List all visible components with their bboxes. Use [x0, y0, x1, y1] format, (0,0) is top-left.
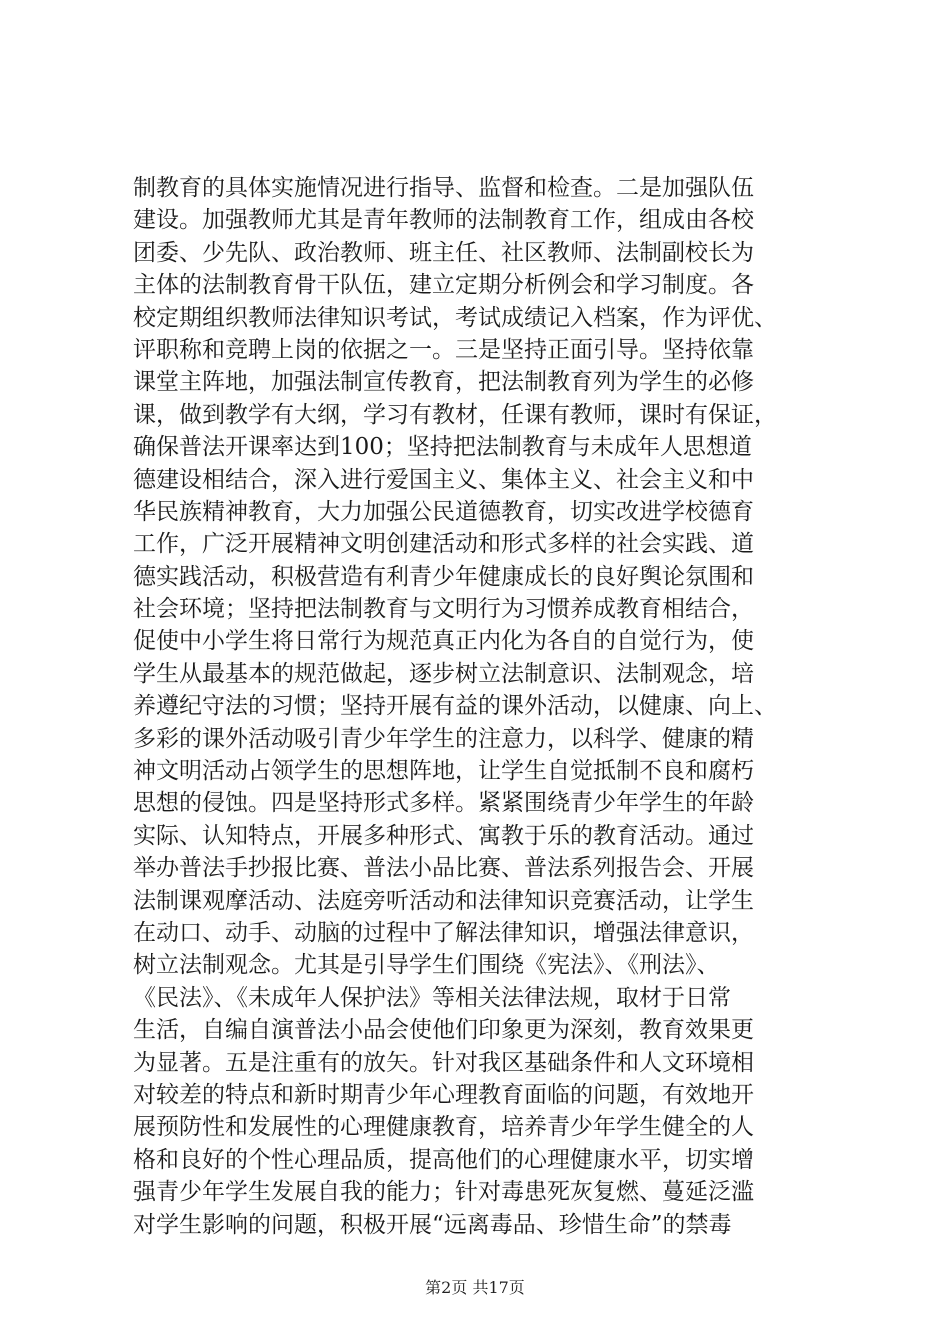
- text-line: 格和良好的个性心理品质，提高他们的心理健康水平，切实增: [133, 1146, 754, 1173]
- text-line: 养遵纪守法的习惯；坚持开展有益的课外活动，以健康、向上、: [133, 693, 777, 720]
- text-line: 工作，广泛开展精神文明创建活动和形式多样的社会实践、道: [133, 531, 754, 558]
- text-line: 实际、认知特点，开展多种形式、寓教于乐的教育活动。通过: [133, 822, 754, 849]
- text-line: 举办普法手抄报比赛、普法小品比赛、普法系列报告会、开展: [133, 855, 754, 882]
- text-line: 课堂主阵地，加强法制宣传教育，把法制教育列为学生的必修: [133, 369, 754, 396]
- text-line: 树立法制观念。尤其是引导学生们围绕《宪法》、《刑法》、: [133, 952, 720, 979]
- text-line: 社会环境；坚持把法制教育与文明行为习惯养成教育相结合，: [133, 596, 754, 623]
- text-line: 《民法》、《未成年人保护法》等相关法律法规，取材于日常: [133, 984, 731, 1011]
- text-line: 评职称和竞聘上岗的依据之一。三是坚持正面引导。坚持依靠: [133, 336, 754, 363]
- page-number: 第2页 共17页: [425, 1278, 525, 1297]
- text-line: 在动口、动手、动脑的过程中了解法律知识，增强法律意识，: [133, 919, 754, 946]
- text-line: 团委、少先队、政治教师、班主任、社区教师、法制副校长为: [133, 239, 754, 266]
- text-line: 对较差的特点和新时期青少年心理教育面临的问题，有效地开: [133, 1081, 754, 1108]
- page-footer: [0, 1275, 950, 1298]
- text-line: 生活，自编自演普法小品会使他们印象更为深刻，教育效果更: [133, 1017, 754, 1044]
- text-line: 确保普法开课率达到100；坚持把法制教育与未成年人思想道: [133, 434, 752, 461]
- text-line: 制教育的具体实施情况进行指导、监督和检查。二是加强队伍: [133, 175, 754, 201]
- text-line: 主体的法制教育骨干队伍，建立定期分析例会和学习制度。各: [133, 272, 754, 299]
- text-line: 思想的侵蚀。四是坚持形式多样。紧紧围绕青少年学生的年龄: [133, 790, 754, 817]
- text-line: 华民族精神教育，大力加强公民道德教育，切实改进学校德育: [133, 498, 754, 525]
- text-line: 课，做到教学有大纲，学习有教材，任课有教师，课时有保证，: [133, 401, 777, 428]
- text-line: 对学生影响的问题，积极开展“远离毒品、珍惜生命”的禁毒: [133, 1211, 732, 1238]
- text-line: 德实践活动，积极营造有利青少年健康成长的良好舆论氛围和: [133, 563, 754, 590]
- text-line: 神文明活动占领学生的思想阵地，让学生自觉抵制不良和腐朽: [133, 758, 754, 785]
- body-paragraph: [133, 172, 843, 1241]
- text-line: 促使中小学生将日常行为规范真正内化为各自的自觉行为，使: [133, 628, 754, 655]
- text-line: 建设。加强教师尤其是青年教师的法制教育工作，组成由各校: [133, 207, 754, 234]
- text-line: 学生从最基本的规范做起，逐步树立法制意识、法制观念，培: [133, 660, 754, 687]
- text-line: 德建设相结合，深入进行爱国主义、集体主义、社会主义和中: [133, 466, 754, 493]
- text-line: 多彩的课外活动吸引青少年学生的注意力，以科学、健康的精: [133, 725, 754, 752]
- text-line: 为显著。五是注重有的放矢。针对我区基础条件和人文环境相: [133, 1049, 754, 1076]
- text-line: 校定期组织教师法律知识考试，考试成绩记入档案，作为评优、: [133, 304, 777, 331]
- text-line: 强青少年学生发展自我的能力；针对毒患死灰复燃、蔓延泛滥: [133, 1179, 754, 1206]
- text-line: 展预防性和发展性的心理健康教育，培养青少年学生健全的人: [133, 1114, 754, 1141]
- text-line: 法制课观摩活动、法庭旁听活动和法律知识竞赛活动，让学生: [133, 887, 754, 914]
